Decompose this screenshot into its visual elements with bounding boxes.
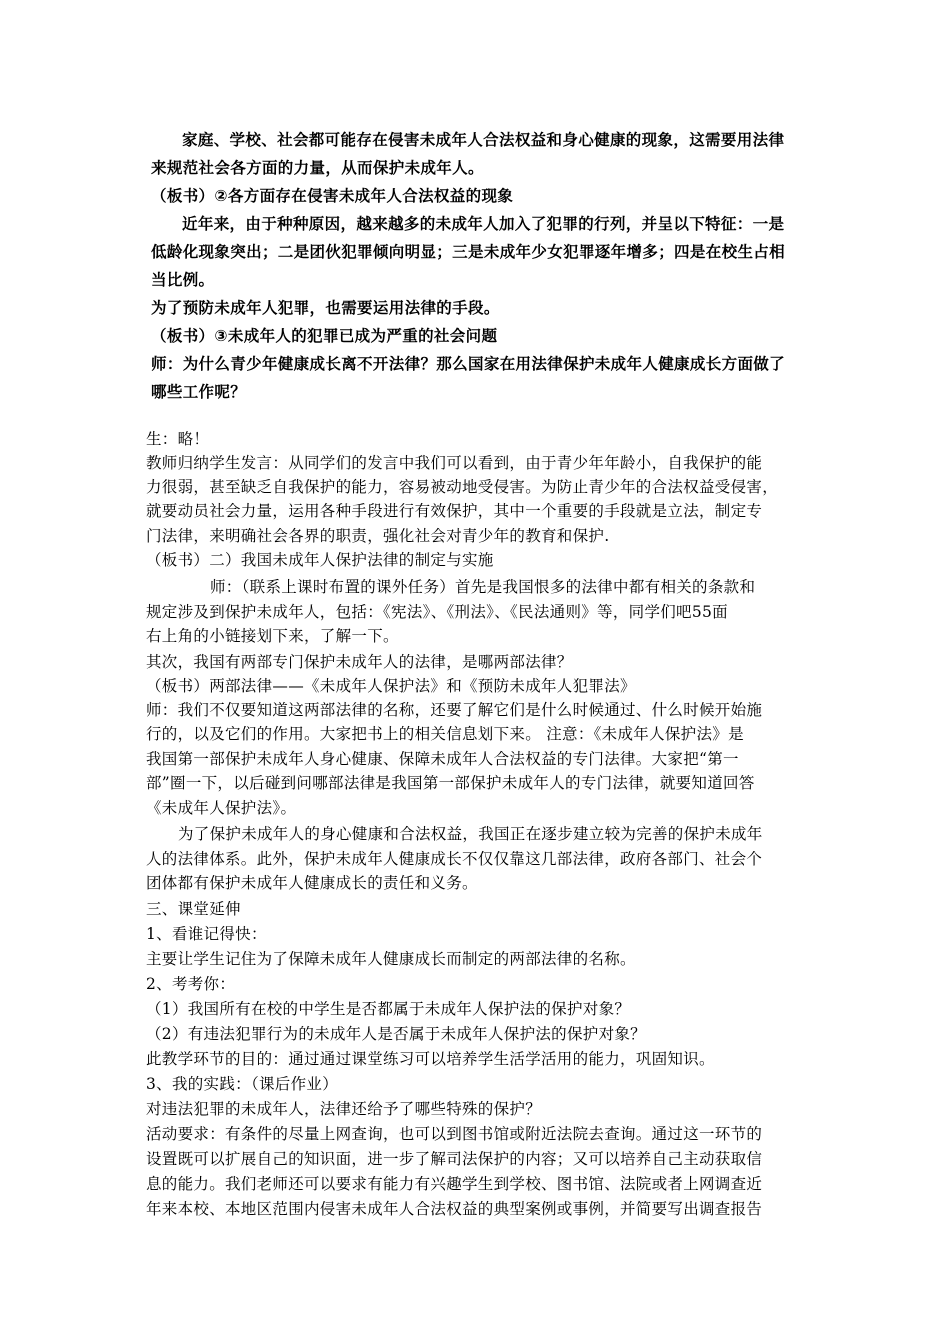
paragraph-line: 息的能力。我们老师还可以要求有能力有兴趣学生到学校、图书馆、法院或者上网调查近 xyxy=(146,1175,763,1193)
board-note-line: （板书）③未成年人的犯罪已成为严重的社会问题 xyxy=(151,327,498,345)
paragraph-line: 活动要求：有条件的尽量上网查询，也可以到图书馆或附近法院去查询。通过这一环节的 xyxy=(146,1125,763,1143)
teacher-line: 师：（联系上课时布置的课外任务）首先是我国恨多的法律中都有相关的条款和 xyxy=(210,578,756,596)
paragraph-line: 我国第一部保护未成年人身心健康、保障未成年人合法权益的专门法律。大家把“第一 xyxy=(146,750,739,768)
paragraph-line: 年来本校、本地区范围内侵害未成年人合法权益的典型案例或事例，并简要写出调查报告 xyxy=(146,1200,763,1218)
paragraph-line: 规定涉及到保护未成年人，包括：《宪法》、《刑法》、《民法通则》等，同学们吧55面 xyxy=(146,603,728,621)
teacher-line: 师：我们不仅要知道这两部法律的名称，还要了解它们是什么时候通过、什么时候开始施 xyxy=(146,701,763,719)
paragraph-line: 部”圈一下，以后碰到问哪部法律是我国第一部保护未成年人的专门法律，就要知道回答 xyxy=(146,774,755,792)
paragraph-line: 人的法律体系。此外，保护未成年人健康成长不仅仅靠这几部法律，政府各部门、社会个 xyxy=(146,850,763,868)
paragraph-line: 此教学环节的目的：通过通过课堂练习可以培养学生活学活用的能力，巩固知识。 xyxy=(146,1050,715,1068)
paragraph-line: 行的，以及它们的作用。大家把书上的相关信息划下来。 注意：《未成年人保护法》是 xyxy=(146,725,744,743)
paragraph-line: 近年来，由于种种原因，越来越多的未成年人加入了犯罪的行列，并呈以下特征：一是 xyxy=(182,215,785,233)
paragraph-line: 门法律，来明确社会各界的职责，强化社会对青少年的教育和保护. xyxy=(146,527,610,545)
teacher-line: 哪些工作呢？ xyxy=(151,383,247,401)
paragraph-line: 就要动员社会力量，运用各种手段进行有效保护，其中一个重要的手段就是立法，制定专 xyxy=(146,502,763,520)
teacher-line: 师：为什么青少年健康成长离不开法律？那么国家在用法律保护未成年人健康成长方面做了 xyxy=(151,355,786,373)
question-line: （1）我国所有在校的中学生是否都属于未成年人保护法的保护对象？ xyxy=(146,1000,631,1018)
paragraph-line: 教师归纳学生发言：从同学们的发言中我们可以看到，由于青少年年龄小，自我保护的能 xyxy=(146,454,763,472)
paragraph-line: 来规范社会各方面的力量，从而保护未成年人。 xyxy=(151,159,484,177)
paragraph-line: 为了预防未成年人犯罪，也需要运用法律的手段。 xyxy=(151,299,500,317)
question-line: （2）有违法犯罪行为的未成年人是否属于未成年人保护法的保护对象？ xyxy=(146,1025,646,1043)
board-note-line: （板书）二）我国未成年人保护法律的制定与实施 xyxy=(146,551,494,569)
paragraph-line: 右上角的小链接划下来，了解一下。 xyxy=(146,627,399,645)
subsection-heading: 1、看谁记得快： xyxy=(146,925,267,943)
paragraph-line: 为了保护未成年人的身心健康和合法权益，我国正在逐步建立较为完善的保护未成年 xyxy=(178,825,763,843)
paragraph-line: 对违法犯罪的未成年人，法律还给予了哪些特殊的保护？ xyxy=(146,1100,542,1118)
paragraph-line: 团体都有保护未成年人健康成长的责任和义务。 xyxy=(146,874,478,892)
paragraph-line: 低龄化现象突出；二是团伙犯罪倾向明显；三是未成年少女犯罪逐年增多；四是在校生占相 xyxy=(151,243,786,261)
paragraph-line: 设置既可以扩展自己的知识面，进一步了解司法保护的内容；又可以培养自己主动获取信 xyxy=(146,1150,763,1168)
paragraph-line: 当比例。 xyxy=(151,271,215,289)
board-note-line: （板书）②各方面存在侵害未成年人合法权益的现象 xyxy=(151,187,514,205)
paragraph-line: 其次，我国有两部专门保护未成年人的法律，是哪两部法律？ xyxy=(146,653,573,671)
student-line: 生：略！ xyxy=(146,430,210,448)
subsection-heading: 2、考考你： xyxy=(146,975,236,993)
section-heading: 三、课堂延伸 xyxy=(146,900,241,918)
paragraph-line: 家庭、学校、社会都可能存在侵害未成年人合法权益和身心健康的现象，这需要用法律 xyxy=(182,131,785,149)
paragraph-line: 《未成年人保护法》。 xyxy=(146,799,297,817)
paragraph-line: 力很弱，甚至缺乏自我保护的能力，容易被动地受侵害。为防止青少年的合法权益受侵害， xyxy=(146,478,779,496)
paragraph-line: 主要让学生记住为了保障未成年人健康成长而制定的两部法律的名称。 xyxy=(146,950,636,968)
subsection-heading: 3、我的实践：（课后作业） xyxy=(146,1075,339,1093)
board-note-line: （板书）两部法律——《未成年人保护法》和《预防未成年人犯罪法》 xyxy=(146,677,636,695)
